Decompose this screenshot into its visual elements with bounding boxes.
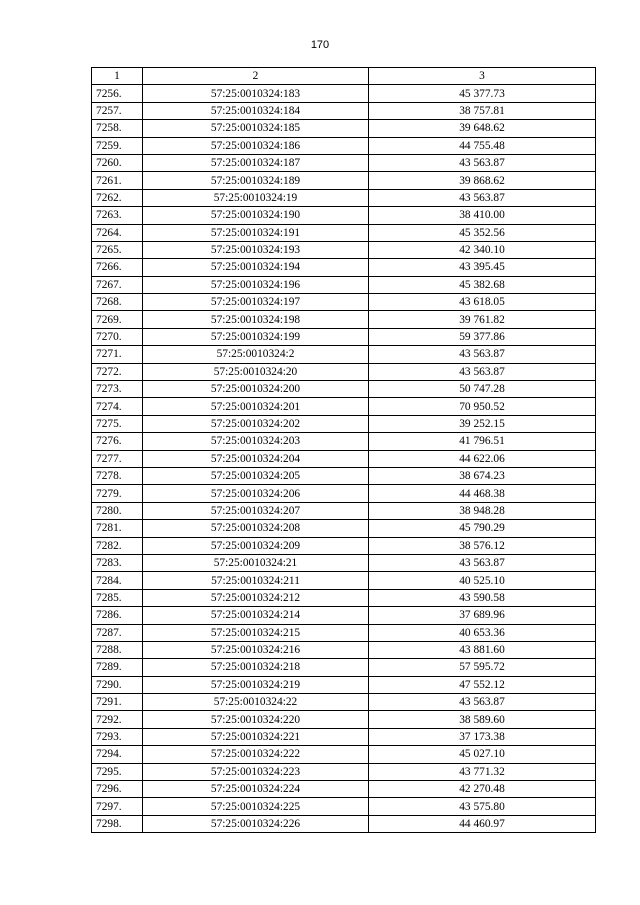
value-cell: 45 027.10 (369, 746, 596, 763)
value-cell: 38 589.60 (369, 711, 596, 728)
row-number-cell: 7298. (92, 815, 143, 832)
row-number-cell: 7256. (92, 85, 143, 102)
cadastral-number-cell: 57:25:0010324:197 (143, 294, 369, 311)
table-row (92, 154, 596, 171)
value-cell: 43 395.45 (369, 259, 596, 276)
table-row (92, 120, 596, 137)
value-cell: 38 410.00 (369, 207, 596, 224)
row-number-cell: 7265. (92, 241, 143, 258)
cadastral-number-cell: 57:25:0010324:226 (143, 815, 369, 832)
value-cell: 47 552.12 (369, 676, 596, 693)
table-row (92, 607, 596, 624)
value-cell: 40 525.10 (369, 572, 596, 589)
row-number-cell: 7277. (92, 450, 143, 467)
cadastral-number-cell: 57:25:0010324:211 (143, 572, 369, 589)
table-row (92, 711, 596, 728)
table-row (92, 624, 596, 641)
table-row (92, 781, 596, 798)
value-cell: 50 747.28 (369, 381, 596, 398)
row-number-cell: 7274. (92, 398, 143, 415)
row-number-cell: 7294. (92, 746, 143, 763)
row-number-cell: 7278. (92, 467, 143, 484)
value-cell: 42 270.48 (369, 781, 596, 798)
table-row (92, 763, 596, 780)
value-cell: 43 618.05 (369, 294, 596, 311)
value-cell: 38 674.23 (369, 467, 596, 484)
row-number-cell: 7282. (92, 537, 143, 554)
table-row (92, 659, 596, 676)
value-cell: 43 563.87 (369, 154, 596, 171)
value-cell: 43 563.87 (369, 363, 596, 380)
table-row (92, 241, 596, 258)
row-number-cell: 7290. (92, 676, 143, 693)
cadastral-number-cell: 57:25:0010324:223 (143, 763, 369, 780)
page-number: 170 (310, 39, 330, 51)
cadastral-number-cell: 57:25:0010324:190 (143, 207, 369, 224)
cadastral-number-cell: 57:25:0010324:203 (143, 433, 369, 450)
value-cell: 44 622.06 (369, 450, 596, 467)
table-row (92, 572, 596, 589)
row-number-cell: 7295. (92, 763, 143, 780)
cadastral-number-cell: 57:25:0010324:200 (143, 381, 369, 398)
cadastral-number-cell: 57:25:0010324:189 (143, 172, 369, 189)
cadastral-number-cell: 57:25:0010324:209 (143, 537, 369, 554)
table-row (92, 746, 596, 763)
table-row (92, 85, 596, 102)
row-number-cell: 7279. (92, 485, 143, 502)
table-row (92, 676, 596, 693)
table-row (92, 502, 596, 519)
row-number-cell: 7283. (92, 554, 143, 571)
row-number-cell: 7257. (92, 102, 143, 119)
row-number-cell: 7258. (92, 120, 143, 137)
table-row (92, 276, 596, 293)
row-number-cell: 7268. (92, 294, 143, 311)
row-number-cell: 7293. (92, 728, 143, 745)
value-cell: 42 340.10 (369, 241, 596, 258)
row-number-cell: 7275. (92, 415, 143, 432)
row-number-cell: 7280. (92, 502, 143, 519)
cadastral-number-cell: 57:25:0010324:221 (143, 728, 369, 745)
table-row (92, 328, 596, 345)
cadastral-number-cell: 57:25:0010324:183 (143, 85, 369, 102)
table-row (92, 363, 596, 380)
cadastral-number-cell: 57:25:0010324:196 (143, 276, 369, 293)
cadastral-number-cell: 57:25:0010324:216 (143, 641, 369, 658)
cadastral-number-cell: 57:25:0010324:215 (143, 624, 369, 641)
table-row (92, 102, 596, 119)
column-header-2: 2 (143, 68, 369, 85)
table-row (92, 172, 596, 189)
row-number-cell: 7263. (92, 207, 143, 224)
value-cell: 39 868.62 (369, 172, 596, 189)
table-row (92, 520, 596, 537)
cadastral-number-cell: 57:25:0010324:193 (143, 241, 369, 258)
table-row (92, 207, 596, 224)
cadastral-number-cell: 57:25:0010324:184 (143, 102, 369, 119)
column-header-3: 3 (369, 68, 596, 85)
cadastral-number-cell: 57:25:0010324:219 (143, 676, 369, 693)
row-number-cell: 7276. (92, 433, 143, 450)
value-cell: 39 761.82 (369, 311, 596, 328)
row-number-cell: 7284. (92, 572, 143, 589)
row-number-cell: 7273. (92, 381, 143, 398)
row-number-cell: 7264. (92, 224, 143, 241)
table-row (92, 346, 596, 363)
value-cell: 44 460.97 (369, 815, 596, 832)
value-cell: 37 689.96 (369, 607, 596, 624)
cadastral-number-cell: 57:25:0010324:207 (143, 502, 369, 519)
cadastral-number-cell: 57:25:0010324:218 (143, 659, 369, 676)
value-cell: 37 173.38 (369, 728, 596, 745)
cadastral-number-cell: 57:25:0010324:214 (143, 607, 369, 624)
cadastral-number-cell: 57:25:0010324:191 (143, 224, 369, 241)
cadastral-table (91, 67, 596, 833)
value-cell: 40 653.36 (369, 624, 596, 641)
value-cell: 45 377.73 (369, 85, 596, 102)
table-row (92, 554, 596, 571)
cadastral-number-cell: 57:25:0010324:21 (143, 554, 369, 571)
row-number-cell: 7267. (92, 276, 143, 293)
row-number-cell: 7266. (92, 259, 143, 276)
value-cell: 44 755.48 (369, 137, 596, 154)
cadastral-number-cell: 57:25:0010324:208 (143, 520, 369, 537)
value-cell: 43 590.58 (369, 589, 596, 606)
value-cell: 39 252.15 (369, 415, 596, 432)
row-number-cell: 7297. (92, 798, 143, 815)
row-number-cell: 7285. (92, 589, 143, 606)
cadastral-number-cell: 57:25:0010324:2 (143, 346, 369, 363)
value-cell: 45 382.68 (369, 276, 596, 293)
value-cell: 45 352.56 (369, 224, 596, 241)
table-row (92, 224, 596, 241)
row-number-cell: 7287. (92, 624, 143, 641)
value-cell: 38 576.12 (369, 537, 596, 554)
cadastral-number-cell: 57:25:0010324:185 (143, 120, 369, 137)
table-row (92, 294, 596, 311)
cadastral-number-cell: 57:25:0010324:204 (143, 450, 369, 467)
value-cell: 43 771.32 (369, 763, 596, 780)
cadastral-number-cell: 57:25:0010324:198 (143, 311, 369, 328)
table-row (92, 311, 596, 328)
table-row (92, 398, 596, 415)
value-cell: 57 595.72 (369, 659, 596, 676)
value-cell: 41 796.51 (369, 433, 596, 450)
value-cell: 43 563.87 (369, 189, 596, 206)
table-row (92, 815, 596, 832)
cadastral-number-cell: 57:25:0010324:220 (143, 711, 369, 728)
cadastral-number-cell: 57:25:0010324:186 (143, 137, 369, 154)
header-row (92, 68, 596, 85)
value-cell: 43 563.87 (369, 694, 596, 711)
row-number-cell: 7260. (92, 154, 143, 171)
value-cell: 45 790.29 (369, 520, 596, 537)
cadastral-number-cell: 57:25:0010324:222 (143, 746, 369, 763)
value-cell: 38 948.28 (369, 502, 596, 519)
row-number-cell: 7289. (92, 659, 143, 676)
row-number-cell: 7259. (92, 137, 143, 154)
table-row (92, 485, 596, 502)
row-number-cell: 7270. (92, 328, 143, 345)
table-row (92, 728, 596, 745)
table-body (92, 85, 596, 833)
table-row (92, 641, 596, 658)
value-cell: 44 468.38 (369, 485, 596, 502)
cadastral-number-cell: 57:25:0010324:22 (143, 694, 369, 711)
cadastral-number-cell: 57:25:0010324:225 (143, 798, 369, 815)
value-cell: 70 950.52 (369, 398, 596, 415)
value-cell: 43 881.60 (369, 641, 596, 658)
cadastral-number-cell: 57:25:0010324:19 (143, 189, 369, 206)
table-header (92, 68, 596, 85)
table-row (92, 589, 596, 606)
row-number-cell: 7261. (92, 172, 143, 189)
row-number-cell: 7291. (92, 694, 143, 711)
table-row (92, 694, 596, 711)
cadastral-number-cell: 57:25:0010324:201 (143, 398, 369, 415)
row-number-cell: 7269. (92, 311, 143, 328)
cadastral-number-cell: 57:25:0010324:205 (143, 467, 369, 484)
row-number-cell: 7281. (92, 520, 143, 537)
row-number-cell: 7296. (92, 781, 143, 798)
cadastral-number-cell: 57:25:0010324:199 (143, 328, 369, 345)
row-number-cell: 7271. (92, 346, 143, 363)
table-row (92, 189, 596, 206)
cadastral-number-cell: 57:25:0010324:187 (143, 154, 369, 171)
cadastral-number-cell: 57:25:0010324:212 (143, 589, 369, 606)
row-number-cell: 7292. (92, 711, 143, 728)
table-row (92, 433, 596, 450)
table-row (92, 537, 596, 554)
column-header-1: 1 (92, 68, 143, 85)
row-number-cell: 7272. (92, 363, 143, 380)
cadastral-number-cell: 57:25:0010324:194 (143, 259, 369, 276)
table-row (92, 137, 596, 154)
value-cell: 39 648.62 (369, 120, 596, 137)
table-row (92, 381, 596, 398)
value-cell: 43 563.87 (369, 346, 596, 363)
cadastral-number-cell: 57:25:0010324:202 (143, 415, 369, 432)
table-row (92, 450, 596, 467)
cadastral-number-cell: 57:25:0010324:206 (143, 485, 369, 502)
table-row (92, 415, 596, 432)
value-cell: 38 757.81 (369, 102, 596, 119)
cadastral-number-cell: 57:25:0010324:20 (143, 363, 369, 380)
value-cell: 43 575.80 (369, 798, 596, 815)
cadastral-number-cell: 57:25:0010324:224 (143, 781, 369, 798)
value-cell: 59 377.86 (369, 328, 596, 345)
row-number-cell: 7288. (92, 641, 143, 658)
table-row (92, 798, 596, 815)
row-number-cell: 7286. (92, 607, 143, 624)
value-cell: 43 563.87 (369, 554, 596, 571)
row-number-cell: 7262. (92, 189, 143, 206)
table-row (92, 259, 596, 276)
table-row (92, 467, 596, 484)
